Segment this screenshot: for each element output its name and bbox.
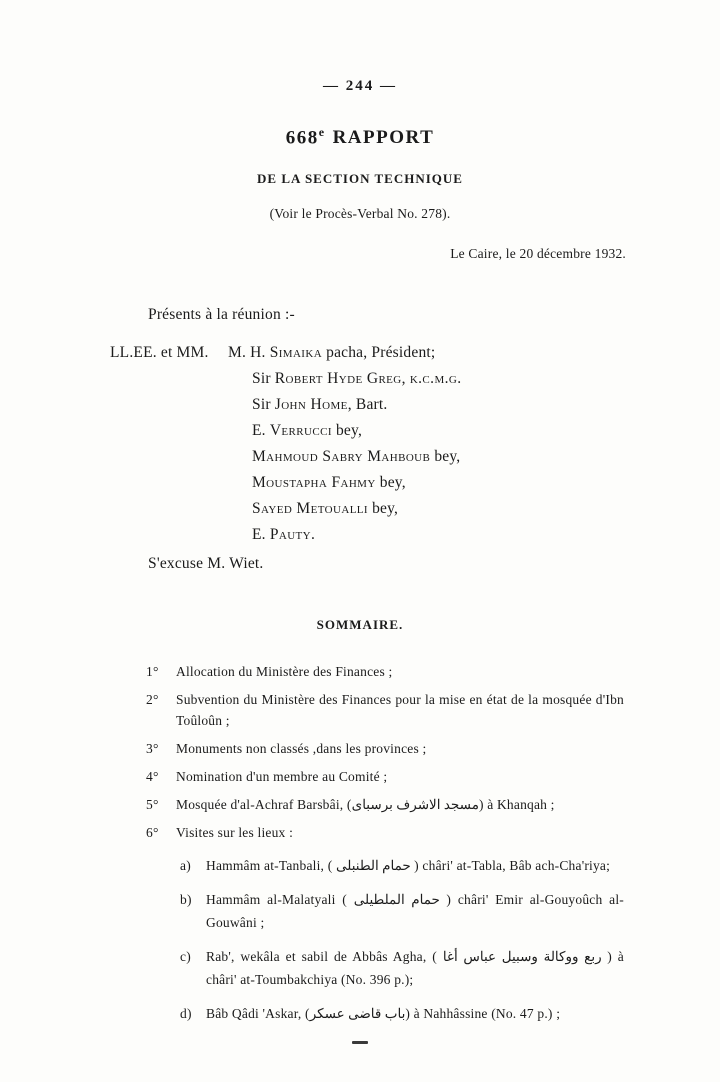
attendees-prefix: LL.EE. et MM.	[110, 344, 209, 362]
item-number: 6°	[146, 825, 159, 841]
attendee-pre: E.	[252, 526, 270, 544]
attendee-post: bey,	[368, 500, 399, 518]
attendee-post: bey,	[331, 422, 363, 440]
sommaire-item	[146, 689, 624, 731]
attendee-post: ,	[401, 370, 410, 388]
attendees-list	[228, 340, 720, 548]
subitem-letter: b)	[180, 892, 192, 908]
attendee-name: John Home	[274, 396, 348, 414]
item-text: Visites sur les lieux :	[176, 825, 294, 841]
item-number: 5°	[146, 797, 159, 813]
report-title-number: 668	[285, 127, 319, 149]
item-text: Subvention du Ministère des Finances pour la mise en état de la mosquée d'Ibn Toûloûn ;	[176, 692, 624, 729]
attendee-post: , Bart.	[347, 396, 388, 414]
sommaire-heading: SOMMAIRE.	[316, 617, 404, 633]
sommaire-subitems	[180, 854, 624, 1025]
reference-note: (Voir le Procès-Verbal No. 278).	[269, 206, 451, 222]
attendee-line	[228, 340, 720, 366]
attendee-line	[252, 470, 720, 496]
subitem-text: Rab', wekâla et sabil de Abbâs Agha, ( ربع ووكالة وسبيل عباس أغا ) à châri' at-Toumbakchiya (No. 396 p.);	[206, 949, 624, 988]
item-number: 2°	[146, 692, 159, 708]
scan-mark	[352, 1041, 368, 1044]
item-text: Mosquée d'al-Achraf Barsbâi, (مسجد الاشرف برسباى) à Khanqah ;	[176, 797, 555, 813]
sommaire-item	[146, 738, 624, 759]
subitem-text: Bâb Qâdi 'Askar, (باب قاضى عسكر) à Nahhâssine (No. 47 p.) ;	[206, 1006, 561, 1022]
report-title-word: RAPPORT	[332, 127, 435, 149]
attendee-line	[252, 418, 720, 444]
attendee-pre: Sir	[252, 370, 275, 388]
attendee-line	[252, 392, 720, 418]
section-subtitle: DE LA SECTION TECHNIQUE	[257, 171, 463, 187]
sommaire-subitem	[180, 888, 624, 934]
item-number: 4°	[146, 769, 159, 785]
attendee-post: bey,	[375, 474, 406, 492]
attendee-name: Moustapha Fahmy	[252, 474, 376, 492]
attendee-post: bey,	[430, 448, 461, 466]
sommaire-item	[146, 766, 624, 787]
sommaire-list	[146, 661, 624, 1025]
attendee-post: .	[311, 526, 316, 544]
subitem-letter: c)	[180, 949, 191, 965]
presents-heading: Présents à la réunion :-	[148, 306, 295, 324]
item-number: 3°	[146, 741, 159, 757]
dateline: Le Caire, le 20 décembre 1932.	[450, 246, 626, 262]
report-title	[0, 125, 720, 149]
attendee-line	[252, 522, 720, 548]
attendee-honorific: k.c.m.g.	[409, 370, 462, 388]
sommaire-subitem	[180, 854, 624, 877]
attendee-name: Sayed Metoualli	[252, 500, 368, 518]
item-number: 1°	[146, 664, 159, 680]
attendee-name: Mahmoud Sabry Mahboub	[252, 448, 431, 466]
attendee-post: pacha, Président;	[322, 344, 436, 362]
report-title-superscript: e	[318, 125, 326, 139]
subitem-text: Hammâm at-Tanbali, ( حمام الطنبلى ) châri' at-Tabla, Bâb ach-Cha'riya;	[206, 858, 611, 874]
sommaire-item	[146, 661, 624, 682]
subitem-text: Hammâm al-Malatyali ( حمام الملطيلى ) châri' Emir al-Gouyoûch al-Gouwâni ;	[206, 892, 624, 931]
item-text: Nomination d'un membre au Comité ;	[176, 769, 388, 785]
item-text: Allocation du Ministère des Finances ;	[176, 664, 393, 680]
sommaire-subitem	[180, 945, 624, 991]
attendee-name: Verrucci	[269, 422, 332, 440]
attendee-line	[252, 444, 720, 470]
excuse-line: S'excuse M. Wiet.	[148, 555, 264, 573]
item-text: Monuments non classés ,dans les provinces ;	[176, 741, 427, 757]
attendee-pre: E.	[252, 422, 270, 440]
attendee-line	[252, 496, 720, 522]
subitem-letter: a)	[180, 858, 191, 874]
sommaire-subitem	[180, 1002, 624, 1025]
folio-page-number: — 244 —	[323, 78, 397, 94]
attendee-name: Pauty	[269, 526, 311, 544]
attendee-pre: M. H.	[228, 344, 270, 362]
subitem-letter: d)	[180, 1006, 192, 1022]
attendee-pre: Sir	[252, 396, 275, 414]
attendee-line	[252, 366, 720, 392]
sommaire-item	[146, 822, 624, 843]
attendee-name: Robert Hyde Greg	[274, 370, 402, 388]
attendee-name: Simaika	[269, 344, 323, 362]
attendees-block	[110, 340, 720, 548]
sommaire-item	[146, 794, 624, 815]
